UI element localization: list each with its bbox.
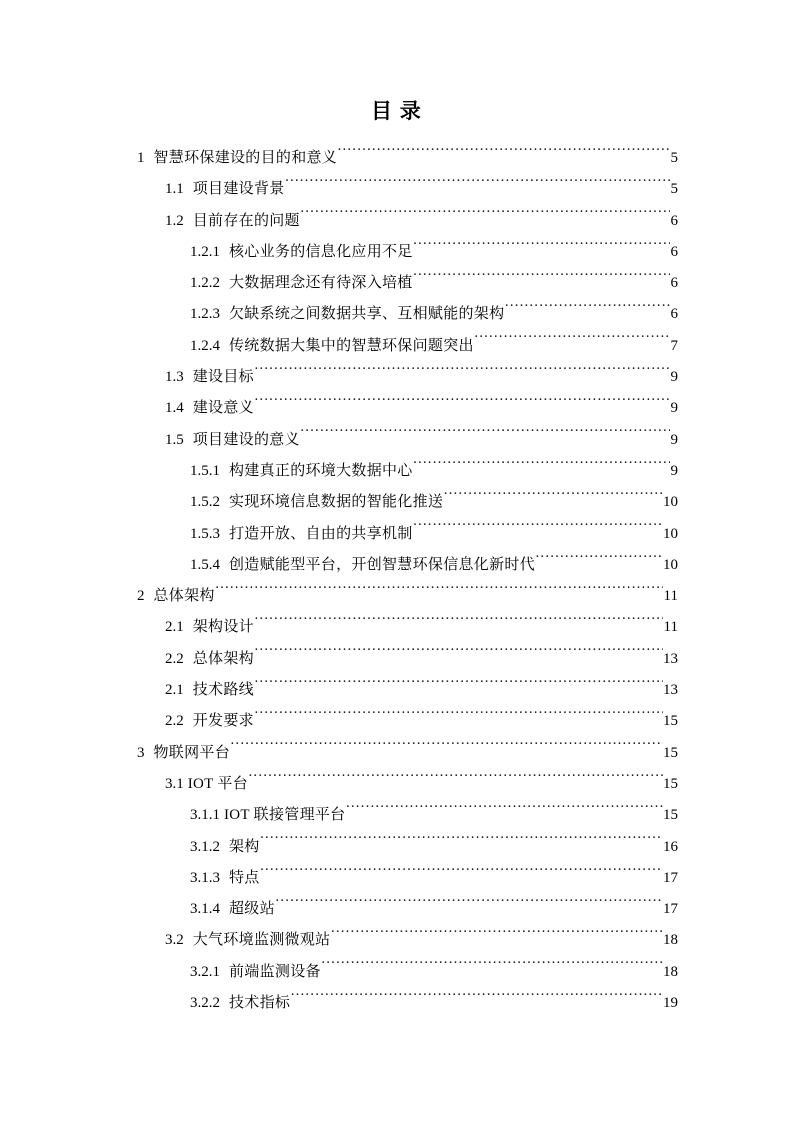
toc-leader-dots [413,241,669,256]
toc-entry[interactable] [137,581,678,612]
toc-entry-number: 3.2 [165,932,184,949]
toc-entry-page-number: 7 [670,337,678,354]
toc-entry-label: 实现环境信息数据的智能化推送 [229,494,444,511]
toc-entry[interactable] [190,832,678,863]
toc-entry[interactable] [137,143,678,174]
toc-entry-label: 构建真正的环境大数据中心 [229,462,413,479]
toc-leader-dots [260,836,662,851]
toc-entry-number: 2.2 [165,650,184,667]
toc-entry[interactable] [190,487,678,518]
toc-entry-page-number: 10 [663,494,678,511]
toc-entry-page-number: 9 [670,462,678,479]
toc-entry-number: 1.2.1 [190,243,220,260]
toc-entry[interactable] [165,644,678,675]
toc-entry[interactable] [165,393,678,424]
toc-entry-number: 1.2.3 [190,306,220,323]
toc-entry[interactable] [137,738,678,769]
toc-entry[interactable] [165,206,678,237]
toc-entry[interactable] [165,612,678,643]
toc-entry[interactable] [190,863,678,894]
toc-entry[interactable] [165,174,678,205]
toc-entry-label: 打造开放、自由的共享机制 [229,525,413,542]
toc-leader-dots [338,147,670,162]
toc-entry-number: 3.1.4 [190,901,220,918]
toc-entry-label: 架构 [229,838,260,855]
toc-entry-label: 技术指标 [229,995,291,1012]
toc-leader-dots [254,679,662,694]
toc-entry-page-number: 6 [670,243,678,260]
toc-entry-label: 大数据理念还有待深入培植 [229,275,413,292]
toc-entry[interactable] [190,456,678,487]
toc-entry-number: 3.2.1 [190,963,220,980]
toc-entry-label: 前端监测设备 [229,963,321,980]
toc-leader-dots [285,178,669,193]
toc-entry-number: 2.2 [165,713,184,730]
toc-entry-number: 1.2.2 [190,275,220,292]
table-of-contents [122,143,678,1019]
toc-entry[interactable] [190,800,678,831]
toc-entry-page-number: 15 [663,713,678,730]
toc-leader-dots [260,867,662,882]
toc-entry-page-number: 6 [670,212,678,229]
toc-entry-page-number: 17 [663,901,678,918]
toc-leader-dots [300,210,669,225]
toc-entry-number: 3.1.2 [190,838,220,855]
toc-leader-dots [413,523,662,538]
toc-leader-dots [231,742,663,757]
toc-entry-label: 大气环境监测微观站 [192,932,331,949]
toc-entry-page-number: 9 [670,369,678,386]
toc-entry-number: 3.2.2 [190,995,220,1012]
toc-entry-number: 1 [137,150,145,166]
toc-entry-number: 1.3 [165,369,184,386]
toc-leader-dots [536,554,663,569]
toc-entry-label: 创造赋能型平台，开创智慧环保信息化新时代 [229,556,536,573]
toc-entry-label: 建设目标 [192,369,254,386]
toc-leader-dots [444,491,663,506]
toc-entry-page-number: 9 [670,431,678,448]
toc-entry-page-number: 15 [663,807,678,824]
toc-entry-label: 架构设计 [192,619,254,636]
toc-entry-label: IOT 平台 [187,775,249,792]
toc-entry-page-number: 5 [670,150,678,166]
toc-leader-dots [413,460,669,475]
toc-entry-number: 1.2 [165,212,184,229]
toc-leader-dots [300,429,669,444]
toc-entry-page-number: 15 [663,775,678,792]
toc-leader-dots [321,961,662,976]
toc-entry-label: 总体架构 [192,650,254,667]
toc-entry-page-number: 10 [663,556,678,573]
toc-entry-number: 1.5.2 [190,494,220,511]
toc-entry-page-number: 18 [663,932,678,949]
toc-entry-number: 1.5.1 [190,462,220,479]
toc-entry-number: 3.1.3 [190,869,220,886]
toc-entry-label: 欠缺系统之间数据共享、互相赋能的架构 [229,306,505,323]
toc-entry[interactable] [165,925,678,956]
toc-entry-number: 3.1 [165,775,184,792]
toc-entry-number: 2.1 [165,619,184,636]
toc-entry-label: 目前存在的问题 [192,212,300,229]
toc-entry-page-number: 17 [663,869,678,886]
toc-leader-dots [505,303,670,318]
toc-entry-number: 1.2.4 [190,337,220,354]
toc-entry[interactable] [190,550,678,581]
toc-entry-label: 项目建设背景 [192,181,285,198]
toc-entry[interactable] [165,362,678,393]
toc-entry-number: 1.5.3 [190,525,220,542]
toc-leader-dots [413,272,669,287]
toc-leader-dots [215,585,663,600]
toc-entry-label: 特点 [229,869,260,886]
toc-entry-number: 1.5.4 [190,556,220,573]
toc-entry-number: 1.5 [165,431,184,448]
toc-entry-number: 3 [137,744,145,761]
toc-entry-page-number: 10 [663,525,678,542]
toc-entry[interactable] [190,268,678,299]
toc-entry-page-number: 13 [663,682,678,699]
toc-leader-dots [291,992,663,1007]
toc-entry[interactable] [165,675,678,706]
toc-entry-label: 传统数据大集中的智慧环保问题突出 [229,337,474,354]
toc-entry-number: 1.4 [165,400,184,417]
toc-entry-page-number: 13 [663,650,678,667]
toc-entry[interactable] [165,706,678,737]
toc-leader-dots [249,773,663,788]
toc-entry-page-number: 19 [663,995,678,1012]
toc-entry[interactable] [190,519,678,550]
toc-entry-page-number: 5 [670,181,678,198]
toc-entry-label: 总体架构 [153,588,215,605]
toc-entry[interactable] [165,769,678,800]
toc-entry-number: 2.1 [165,682,184,699]
toc-leader-dots [254,397,669,412]
toc-entry-page-number: 6 [670,275,678,292]
toc-entry[interactable] [190,331,678,362]
toc-entry-label: 物联网平台 [153,744,231,761]
toc-entry-label: 核心业务的信息化应用不足 [229,243,413,260]
toc-leader-dots [254,616,663,631]
toc-entry-page-number: 11 [663,588,678,605]
toc-entry[interactable] [190,299,678,330]
toc-entry[interactable] [190,957,678,988]
toc-entry-page-number: 6 [670,306,678,323]
toc-entry-page-number: 11 [663,619,678,636]
toc-entry[interactable] [165,425,678,456]
toc-entry-label: 开发要求 [192,713,254,730]
toc-leader-dots [331,929,663,944]
toc-entry-number: 2 [137,588,145,605]
toc-entry-label: 技术路线 [192,682,254,699]
toc-entry-page-number: 18 [663,963,678,980]
toc-leader-dots [474,335,669,350]
toc-entry-label: 建设意义 [192,400,254,417]
toc-leader-dots [254,710,662,725]
toc-leader-dots [346,804,663,819]
toc-entry-label: 智慧环保建设的目的和意义 [153,150,338,166]
toc-entry-number: 3.1.1 [190,807,220,824]
toc-entry[interactable] [190,988,678,1019]
toc-entry-label: IOT 联接管理平台 [224,807,346,824]
toc-leader-dots [275,898,662,913]
toc-entry[interactable] [190,237,678,268]
toc-entry-number: 1.1 [165,181,184,198]
toc-leader-dots [254,648,662,663]
page-title: 目 录 [370,99,423,123]
toc-entry-label: 项目建设的意义 [192,431,300,448]
toc-entry-label: 超级站 [229,901,275,918]
toc-entry-page-number: 15 [663,744,678,761]
toc-entry[interactable] [190,894,678,925]
toc-entry-page-number: 9 [670,400,678,417]
toc-entry-page-number: 16 [663,838,678,855]
toc-leader-dots [254,366,669,381]
